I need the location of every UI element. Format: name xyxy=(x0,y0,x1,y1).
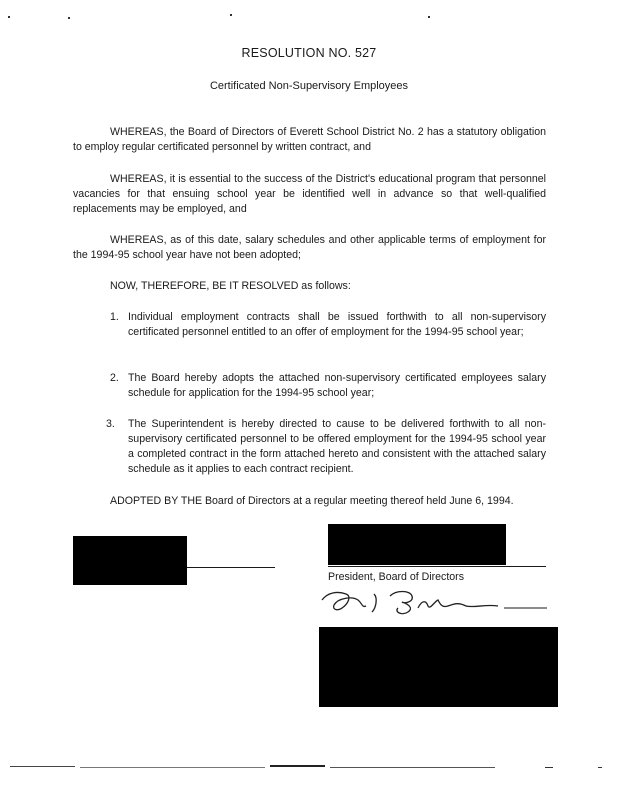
signature-line-left xyxy=(187,567,275,568)
item-number-2: 2. xyxy=(110,372,119,384)
item-text-3: The Superintendent is hereby directed to cause to be delivered forthwith to all non-supervisory certificated personnel to be offered employment for the 1994-95 school year a completed contract in the form attached hereto and consistent with the attached salary schedule as it applies to each contract recipient. xyxy=(128,418,546,475)
resolved-intro: NOW, THEREFORE, BE IT RESOLVED as follows: xyxy=(110,280,351,292)
item-number-3: 3. xyxy=(106,418,115,430)
redacted-signature-block xyxy=(319,627,558,707)
scan-line xyxy=(545,767,553,768)
adopted-statement: ADOPTED BY THE Board of Directors at a regular meeting thereof held June 6, 1994. xyxy=(110,495,514,507)
whereas-paragraph-2: WHEREAS, it is essential to the success of the District's educational program that personnel vacancies for that ensuing school year be identified well in advance so that well-qualified replacements may be employed, and xyxy=(73,173,546,215)
scan-line xyxy=(10,766,75,767)
item-number-1: 1. xyxy=(110,311,119,323)
resolution-subtitle: Certificated Non-Supervisory Employees xyxy=(209,80,409,92)
handwritten-signature xyxy=(318,586,548,616)
redacted-president-name xyxy=(328,524,506,565)
scan-line xyxy=(270,765,325,767)
scan-speck xyxy=(230,14,232,16)
scan-speck xyxy=(8,16,10,18)
scan-speck xyxy=(68,17,70,19)
signature-caption: President, Board of Directors xyxy=(328,571,465,583)
scan-line xyxy=(330,767,495,768)
redacted-signature-left xyxy=(73,536,187,585)
item-text-2: The Board hereby adopts the attached non-supervisory certificated employees salary schedule for application for the 1994-95 school year; xyxy=(128,372,546,399)
signature-line-president xyxy=(328,566,546,567)
scan-line xyxy=(598,767,602,768)
scan-line xyxy=(80,767,265,768)
scan-speck xyxy=(428,16,430,18)
whereas-paragraph-1: WHEREAS, the Board of Directors of Everett School District No. 2 has a statutory obligation to employ regular certificated personnel by written contract, and xyxy=(73,126,546,153)
resolution-title: RESOLUTION NO. 527 xyxy=(241,46,377,60)
whereas-paragraph-3: WHEREAS, as of this date, salary schedules and other applicable terms of employment for the 1994-95 school year have not been adopted; xyxy=(73,234,546,261)
item-text-1: Individual employment contracts shall be issued forthwith to all non-supervisory certificated personnel entitled to an offer of employment for the 1994-95 school year; xyxy=(128,311,546,338)
